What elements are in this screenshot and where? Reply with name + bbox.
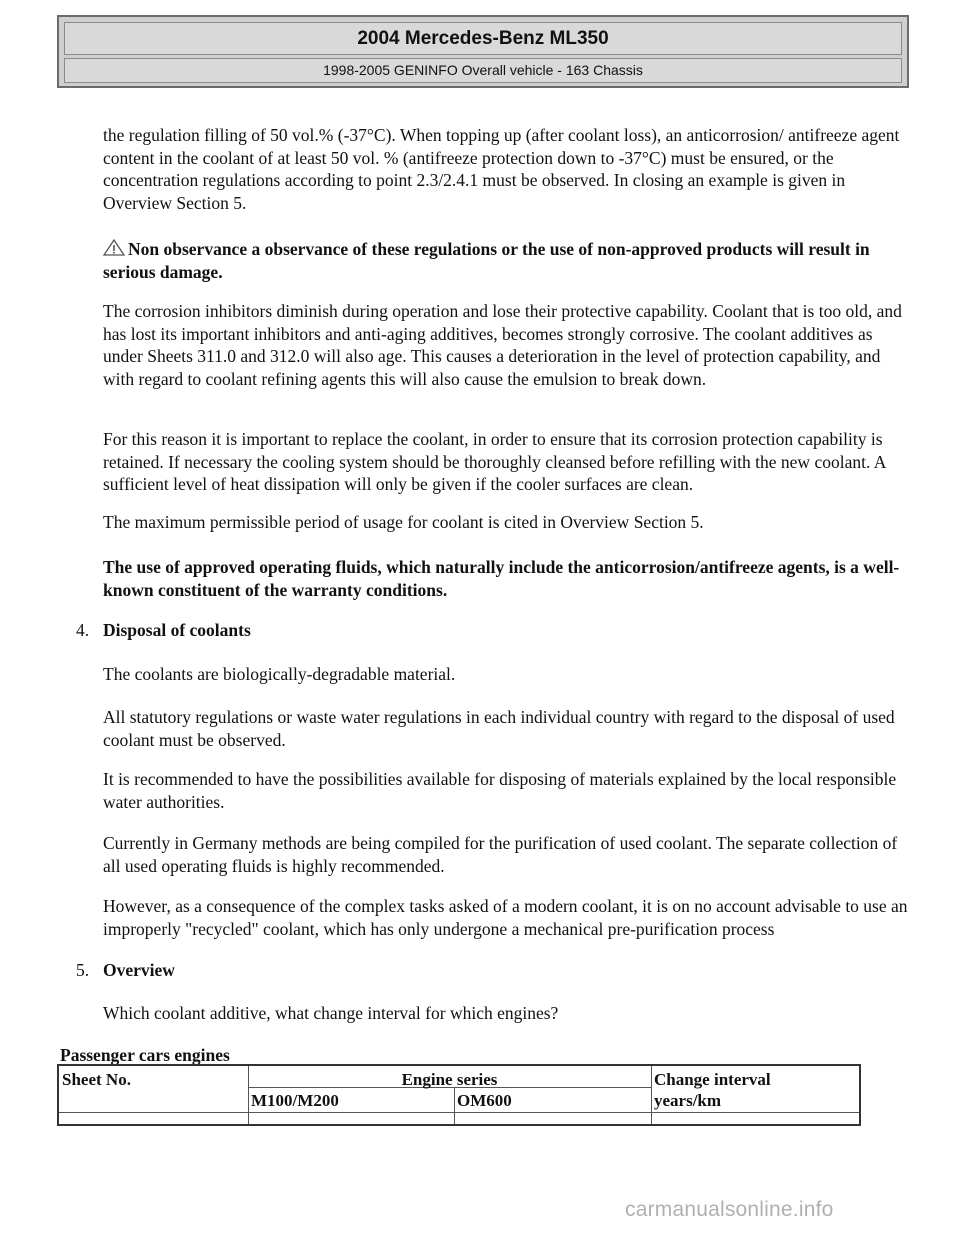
paragraph-biodegradable: The coolants are biologically-degradable material. — [103, 664, 456, 684]
engines-table — [57, 1064, 861, 1126]
paragraph-overview-question: Which coolant additive, what change interval for which engines? — [103, 1003, 559, 1023]
watermark: carmanualsonline.info — [625, 1198, 834, 1221]
col-engine-series: Engine series — [401, 1070, 498, 1089]
paragraph-max-usage: The maximum permissible period of usage for coolant is cited in Overview Section 5. — [103, 512, 704, 532]
warning-paragraph — [103, 238, 913, 283]
table-divider — [651, 1066, 652, 1124]
paragraph-approved-fluids: The use of approved operating fluids, which naturally include the anticorrosion/antifreeze agents, is a well-known constituent of the warranty conditions. — [103, 557, 900, 600]
page-header — [57, 15, 909, 88]
document-subtitle: 1998-2005 GENINFO Overall vehicle - 163 Chassis — [64, 58, 902, 83]
table-caption: Passenger cars engines — [60, 1045, 230, 1065]
paragraph-regulation-filling: the regulation filling of 50 vol.% (-37°C). When topping up (after coolant loss), an anticorrosion/ antifreeze agent content in the coolant of at least 50 vol. % (antifreeze protection down to -37°C) must be ensured, or the concentration regulations according to point 2.3/2.4.1 must be observed. In closing an example is given in Overview Section 5. — [103, 125, 900, 214]
paragraph-replace-coolant: For this reason it is important to replace the coolant, in order to ensure that its corrosion protection capability is retained. If necessary the cooling system should be thoroughly cleansed before refilling with the new coolant. A sufficient level of heat dissipation will only be given if the cooler surfaces are clean. — [103, 429, 886, 495]
section-4-number: 4. — [76, 620, 90, 640]
col-om600: OM600 — [457, 1091, 512, 1110]
paragraph-germany-purification: Currently in Germany methods are being compiled for the purification of used coolant. The separate collection of all used operating fluids is highly recommended. — [103, 833, 898, 876]
col-change-interval: Change interval — [654, 1070, 771, 1089]
table-divider — [59, 1112, 859, 1113]
col-sheet-no: Sheet No. — [62, 1070, 131, 1089]
paragraph-corrosion-inhibitors: The corrosion inhibitors diminish during operation and lose their protective capability. Coolant that is too old, and has lost its important inhibitors and anti-aging additives, becomes strongly corrosive. The coolant additives as under Sheets 311.0 and 312.0 will also age. This causes a deterioration in the level of protection capability, and with regard to coolant refining agents this will also cause the emulsion to break down. — [103, 301, 902, 390]
document-title: 2004 Mercedes-Benz ML350 — [64, 22, 902, 55]
section-5-title: Overview — [103, 960, 175, 980]
col-change-interval-unit: years/km — [654, 1091, 722, 1110]
paragraph-statutory-regulations: All statutory regulations or waste water regulations in each individual country with regard to the disposal of used coolant must be observed. — [103, 707, 895, 750]
paragraph-recycled-coolant: However, as a consequence of the complex tasks asked of a modern coolant, it is on no account advisable to use an improperly "recycled" coolant, which has only undergone a mechanical pre-purification process — [103, 896, 908, 939]
section-4-title: Disposal of coolants — [103, 620, 251, 640]
warning-text: Non observance a observance of these regulations or the use of non-approved products will result in serious damage. — [103, 239, 870, 282]
col-m100-m200: M100/M200 — [251, 1091, 339, 1110]
warning-icon — [103, 239, 125, 256]
table-divider — [454, 1087, 455, 1124]
section-5-number: 5. — [76, 960, 90, 980]
paragraph-disposal-possibilities: It is recommended to have the possibilities available for disposing of materials explained by the local responsible water authorities. — [103, 769, 897, 812]
